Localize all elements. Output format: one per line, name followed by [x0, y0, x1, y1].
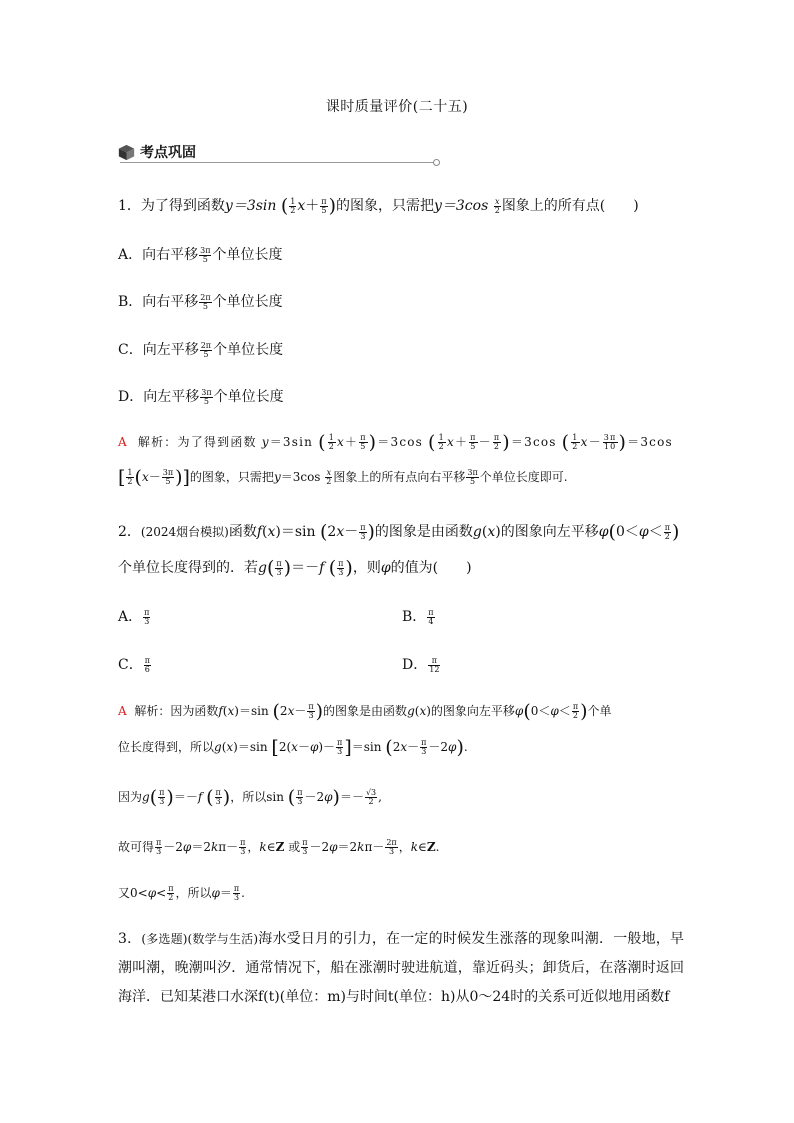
question-2-stem-line1: 2．(2024烟台模拟)函数f(x)＝sin (2x－ $\frac{\pi}{3}$ )的图象是由函数g(x)的图象向左平移φ(0＜φ＜ $\frac{\pi}{2}$ ): [118, 521, 680, 543]
section-rule: [120, 162, 434, 163]
question-2-analysis-line4: 故可得 $\frac{\pi}{3}$ －2φ＝2kπ－ $\frac{\pi}{3}$ ，k∈Z 或 $\frac{\pi}{3}$ －2φ＝2kπ－ $\frac{2\pi}{3}$ ，k∈Z.: [118, 838, 440, 856]
question-2-option-a[interactable]: A． $\frac{\pi}{3}$: [118, 607, 150, 626]
question-1-analysis-line2: [ $\frac{1}{2}$ (x－ $\frac{3\pi}{5}$ )]的图象，只需把y＝3cos $\frac{x}{2}$ 图象上的所有点向右平移 $\frac{3\pi}{5}$ 个单位长度即可.: [118, 466, 568, 489]
question-2-option-b[interactable]: B． $\frac{\pi}{4}$: [402, 607, 434, 626]
section-heading-text: 考点巩固: [140, 145, 196, 161]
question-2-analysis-line5: 又0<φ< $\frac{\pi}{2}$ ，所以φ＝ $\frac{\pi}{3}$ .: [118, 884, 245, 902]
section-heading: [118, 142, 196, 162]
question-2-option-d[interactable]: D． $\frac{\pi}{12}$: [402, 655, 440, 674]
question-2-analysis-line2: 位长度得到，所以g(x)＝sin [2(x－φ)－ $\frac{\pi}{3}$ ]＝sin (2x－ $\frac{\pi}{3}$ －2φ).: [118, 736, 468, 759]
page-title: 课时质量评价(二十五): [325, 99, 469, 115]
question-2-option-c[interactable]: C． $\frac{\pi}{6}$: [118, 655, 150, 674]
section-rule-end: [433, 159, 440, 166]
cube-icon: [118, 144, 135, 161]
question-1-option-b[interactable]: B．向右平移 $\frac{2\pi}{5}$ 个单位长度: [118, 292, 283, 311]
question-3-stem: 3．(多选题)(数学与生活)海水受日月的引力，在一定的时候发生涨落的现象叫潮．一般地，早潮叫潮，晚潮叫汐．通常情况下，船在涨潮时驶进航道，靠近码头；卸货后，在落潮时返回海洋．已知某港口水深f(t)(单位：m)与时间t(单位：h)从0～24时的关系可近似地用函数f: [118, 931, 684, 1005]
question-1-stem: 1．为了得到函数y＝3sin ( $\frac{1}{2}$ x＋ $\frac{\pi}{5}$ )的图象，只需把y＝3cos $\frac{x}{2}$ 图象上的所有点( ): [118, 195, 639, 217]
question-1-option-c[interactable]: C．向左平移 $\frac{2\pi}{5}$ 个单位长度: [118, 340, 284, 359]
question-2-analysis-line3: 因为g( $\frac{\pi}{3}$ )＝－f ( $\frac{\pi}{3}$ )，所以sin ( $\frac{\pi}{3}$ －2φ)＝－ $\frac{√3}{2}$ ,: [118, 786, 382, 809]
question-1-analysis-line1: A 解析：为了得到函数 y＝3sin ( $\frac{1}{2}$ x＋ $\frac{\pi}{5}$ )＝3cos ( $\frac{1}{2}$ x＋ $\frac{\pi}{5}$ － $\frac{\pi}{2}$ )＝3cos ( $\frac{1}{2}$ x－ $\frac{3\pi}{10}$ )＝3cos: [118, 431, 673, 454]
question-2-analysis-line1: A 解析：因为函数f(x)＝sin (2x－ $\frac{\pi}{3}$ )的图象是由函数g(x)的图象向左平移φ(0＜φ＜ $\frac{\pi}{2}$ )个单: [118, 700, 612, 723]
question-1-option-d[interactable]: D．向左平移 $\frac{3\pi}{5}$ 个单位长度: [118, 387, 284, 406]
question-2-stem-line2: 个单位长度得到的．若g( $\frac{\pi}{3}$ )＝－f ( $\frac{\pi}{3}$ )，则φ的值为( ): [118, 557, 472, 579]
question-1-option-a[interactable]: A．向右平移 $\frac{3\pi}{5}$ 个单位长度: [118, 245, 283, 264]
